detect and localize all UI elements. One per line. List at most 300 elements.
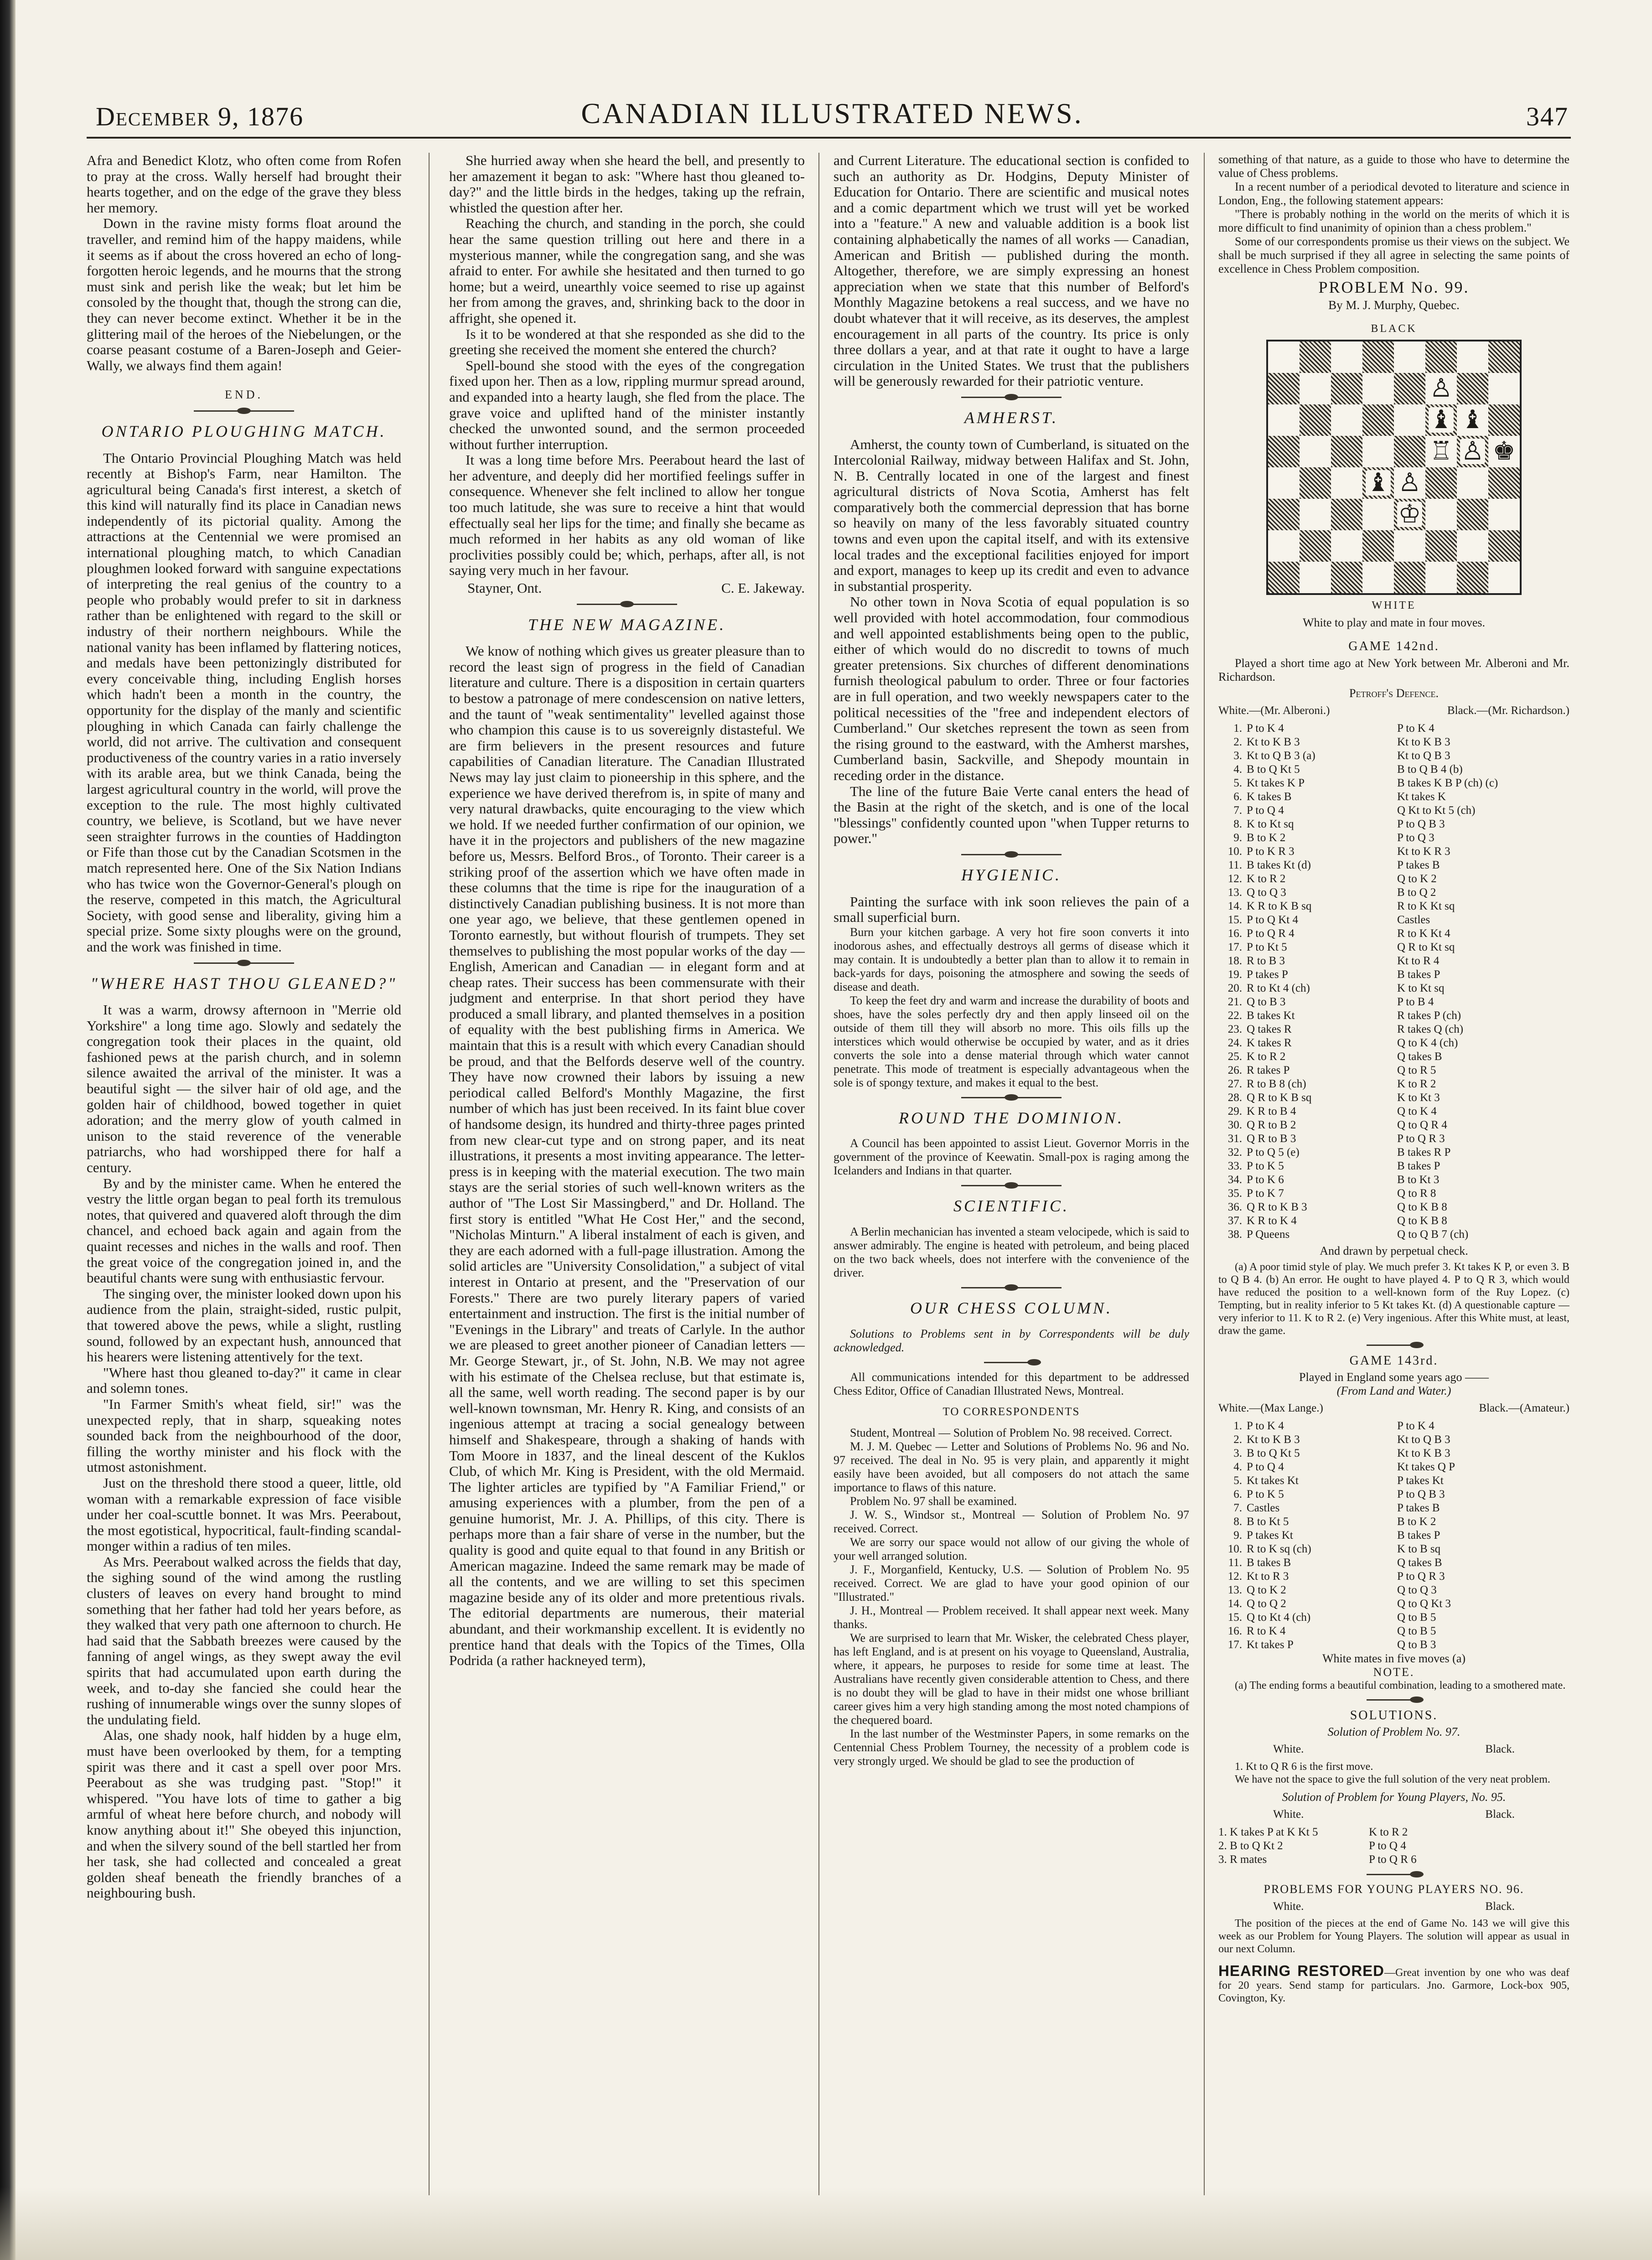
white-move: B takes B	[1247, 1556, 1291, 1569]
chess-piece-icon: ♙	[1398, 469, 1421, 497]
move-row	[1218, 913, 1569, 927]
game-143-white-header: White.—(Max Lange.)	[1218, 1402, 1323, 1415]
move-number: 15.	[1227, 1611, 1242, 1624]
board-square	[1425, 530, 1457, 562]
white-move: B takes Kt (d)	[1247, 858, 1311, 871]
board-square	[1362, 341, 1394, 373]
black-move: B takes K B P (ch) (c)	[1397, 776, 1498, 789]
solution-97-title: Solution of Problem No. 97.	[1327, 1725, 1460, 1739]
move-row	[1218, 763, 1569, 776]
move-number: 33.	[1227, 1159, 1242, 1172]
move-number: 28.	[1227, 1091, 1242, 1104]
board-caption: White to play and mate in four moves.	[1302, 616, 1485, 630]
gleaned-paragraph: As Mrs. Peerabout walked across the fields that day, the sighing sound of the wind among the rustling clusters of leaves on every hand brought to mind something that her father had told her years before, as they walked that very path one afternoon to church. He had said that the Sabbath breezes were caused by the fanning of angel wings, as they swept away the evil spirits that had accumulated upon earth during the week, and to-day she fancied she could hear the rushing of innumerable wings over the sunny slopes of the undulating field.	[87, 1553, 401, 1727]
move-number: 17.	[1227, 941, 1242, 953]
board-square	[1331, 562, 1362, 593]
advertisement-headline: HEARING RESTORED	[1218, 1962, 1385, 1980]
white-move: Q takes R	[1247, 1023, 1292, 1035]
white-move: Q to Kt 4 (ch)	[1247, 1611, 1311, 1624]
move-number: 14.	[1227, 1597, 1242, 1610]
move-row	[1218, 790, 1569, 804]
section-separator	[577, 604, 677, 605]
board-square	[1457, 499, 1488, 530]
black-move: Kt to K R 3	[1397, 845, 1450, 858]
black-move: Q to R 8	[1397, 1187, 1436, 1200]
black-move: B to Q 2	[1397, 886, 1436, 899]
white-move: P to Q 4	[1247, 804, 1284, 817]
section-separator	[961, 1185, 1062, 1186]
chess-piece-icon: ♝	[1429, 406, 1453, 434]
chess-diagram	[1266, 321, 1522, 630]
section-separator	[1367, 1699, 1421, 1701]
move-number: 8.	[1233, 1515, 1242, 1528]
gleaned-paragraph: By and by the minister came. When he entered the vestry the little organ began to peal forth its tremulous notes, that quivered and quavered aloft through the dim chancel, and echoed back again and again from the quaint recesses and niches in the walls and roof. Then the great voice of the congregation joined in, and the beautiful chants were sung with enthusiastic fervour.	[87, 1175, 401, 1286]
black-move: Q to Q 3	[1397, 1583, 1437, 1596]
header-page-number: 347	[1526, 102, 1569, 131]
white-move: P to Q 5 (e)	[1247, 1146, 1300, 1158]
move-row	[1218, 1583, 1569, 1597]
move-number: 12.	[1227, 872, 1242, 885]
header-date: December 9, 1876	[96, 102, 304, 131]
white-move: R takes P	[1247, 1064, 1290, 1076]
board-square	[1268, 341, 1300, 373]
black-move: P to Q R 3	[1397, 1570, 1445, 1583]
board-square	[1394, 373, 1425, 404]
move-row	[1218, 1556, 1569, 1570]
white-move: Kt takes Kt	[1247, 1474, 1299, 1487]
board-square	[1300, 404, 1331, 436]
game-143-result: White mates in five moves (a)	[1322, 1651, 1466, 1665]
white-move: P takes P	[1247, 968, 1288, 981]
hygienic-paragraph: Painting the surface with ink soon relieves the pain of a small superficial burn.	[834, 893, 1189, 926]
board-square	[1425, 341, 1457, 373]
board-square	[1331, 373, 1362, 404]
white-move: K takes B	[1247, 790, 1292, 803]
white-move: Kt takes K P	[1247, 776, 1305, 789]
dominion-paragraph: A Council has been appointed to assist Lieut. Governor Morris in the government of the province of Keewatin. Small-pox is raging among the Icelanders and Indians in that quarter.	[834, 1137, 1189, 1178]
white-move: 2. B to Q Kt 2	[1218, 1839, 1283, 1852]
black-move: K to R 2	[1397, 1077, 1436, 1090]
white-move: Q to Q 2	[1247, 1597, 1286, 1610]
gleaned-paragraph: "Where hast thou gleaned to-day?" it came in clear and solemn tones.	[87, 1364, 401, 1396]
column-2	[449, 153, 805, 2204]
white-move: R to K 4	[1247, 1624, 1286, 1637]
story-end-paragraph: Afra and Benedict Klotz, who often come from Rofen to pray at the cross. Wally herself had brought their hearts together, and on the edge of the grave they bless her memory.	[87, 153, 401, 216]
amherst-heading: AMHERST.	[964, 408, 1059, 427]
move-row	[1218, 982, 1569, 995]
white-move: Kt to R 3	[1247, 1570, 1289, 1583]
board-square	[1362, 499, 1394, 530]
move-number: 11.	[1228, 1556, 1242, 1569]
move-row	[1218, 1542, 1569, 1556]
game-142-notes: (a) A poor timid style of play. We much prefer 3. Kt takes K P, or even 3. B to Q B 4. (b) An error. He ought to have played 4. P to Q R 3, which would have reduced the position to a well-known form of the Ruy Lopez. (c) Tempting, but in reality inferior to 5 Kt takes Kt. (d) A questionable capture — very inferior to 11. K to R 2. (e) Very ingenious. After this White must, at least, draw the game.	[1218, 1261, 1569, 1337]
game-143-moves	[1218, 1419, 1569, 1652]
correspondent-entry: Problem No. 97 shall be examined.	[850, 1495, 1017, 1508]
move-row	[1218, 941, 1569, 954]
board-square	[1425, 467, 1457, 499]
section-separator	[961, 1287, 1062, 1288]
black-move: Q to Q Kt 3	[1397, 1597, 1451, 1610]
move-row	[1218, 776, 1569, 790]
white-move: Q R to K B sq	[1247, 1091, 1312, 1104]
hygienic-heading: HYGIENIC.	[961, 865, 1062, 884]
white-move: Q R to B 3	[1247, 1132, 1296, 1145]
gleaned-paragraph: She hurried away when she heard the bell, and presently to her amazement it began to ask: "Where hast thou gleaned to-day?" and the little birds in the hedges, taking up the refrain, whistled the question after her.	[449, 153, 805, 216]
column-rule	[818, 153, 819, 2195]
correspondent-entry: J. W. S., Windsor st., Montreal — Solution of Problem No. 97 received. Correct.	[834, 1508, 1189, 1536]
black-move: Kt takes Q P	[1397, 1460, 1455, 1473]
signature-name: C. E. Jakeway.	[721, 580, 805, 596]
white-label: White.	[1273, 1900, 1304, 1913]
move-row	[1218, 1118, 1569, 1132]
move-number: 8.	[1233, 817, 1242, 830]
game-143-source: (From Land and Water.)	[1336, 1384, 1451, 1398]
scientific-heading: SCIENTIFIC.	[953, 1197, 1069, 1215]
chess-piece-icon: ♝	[1367, 469, 1390, 497]
move-row	[1218, 749, 1569, 763]
black-label: Black.	[1485, 1900, 1515, 1913]
move-row	[1218, 1159, 1569, 1173]
black-move: P to Q B 3	[1397, 817, 1445, 830]
white-move: Q R to B 2	[1247, 1118, 1296, 1131]
chess-piece-icon: ♚	[1492, 437, 1516, 466]
gleaned-paragraph: Alas, one shady nook, half hidden by a huge elm, must have been overlooked by them, for a tempting spirit was there and it cast a spell over poor Mrs. Peerabout as she was trudging past. "Stop!" it whispered. "You have lots of time to gather a big armful of wheat here before church, and nobody will know anything about it!" She obeyed this injunction, and when the silvery sound of the bell startled her from her task, she had collected and concealed a great golden sheaf beneath the friendly branches of a neighbouring bush.	[87, 1727, 401, 1901]
black-move: Q to K B 8	[1397, 1200, 1447, 1213]
move-number: 36.	[1227, 1200, 1242, 1213]
move-number: 23.	[1227, 1023, 1242, 1035]
move-row	[1218, 1826, 1569, 1839]
chess-piece-icon: ♝	[1461, 406, 1484, 434]
magazine-article: We know of nothing which gives us greater pleasure than to record the least sign of progress in the field of Canadian literature and culture. There is a disposition in certain quarters to bestow a patronage of mere condescension on native letters, and the taunt of "weak sentimentality" levelled against those who champion this cause is to us sovereignly distasteful. We are firm believers in the present resources and future capabilities of Canadian literature. The Canadian Illustrated News may lay just claim to pioneership in this sphere, and the experience we have derived therefrom is, in spite of many and very natural drawbacks, quite encouraging to the view which we hold. If we needed further confirmation of our opinion, we have it in the projectors and publishers of the new magazine before us, Messrs. Belford Bros., of Toronto. Their career is a striking proof of the assertion which we have often made in these columns that the time is ripe for the inauguration of a distinctively Canadian publishing business. It is not more than one year ago, we believe, that these gentlemen opened in Toronto earnestly, but without flourish of trumpets. They set themselves to publishing the most popular works of the day — English, American and Canadian — in elegant form and at cheap rates. Their success has been commensurate with their judgment and enterprise. In that short period they have produced a small library, and planted themselves in a position of equality with the best publishing firms in America. We maintain that this is a result with which every Canadian should be proud, and that the Belfords deserve well of the country. They have now crowned their labors by issuing a new periodical called Belford's Monthly Magazine, the first number of which has just been received. In its faint blue cover of handsome design, its hundred and thirty-three pages printed from new clear-cut type and on strong paper, and its neat illustrations, it presents a most inviting appearance. The letter-press is in keeping with the material execution. The two main stays are the serial stories of such well-known writers as the author of "The Lost Sir Massingberd," and Dr. Holland. The first story is entitled "What He Cost Her," and the second, "Nicholas Minturn." A liberal instalment of each is given, and they are each adorned with a full-page illustration. Among the solid articles are "University Consolidation," a subject of vital interest in Ontario at present, and the "Preservation of our Forests." There are two purely literary papers of varied entertainment and instruction. The first is the initial number of "Evenings in the Library" and treats of Carlyle. In the author we are pleased to greet another pioneer of Canadian letters — Mr. George Stewart, jr., of St. John, N.B. We may not agree with his estimate of the Chelsea recluse, but that estimate is, all the same, well worth reading. The second paper is by our well-known townsman, Mr. Henry R. King, and consists of an ingenious attempt at tracing a social genealogy between himself and Shakespeare, through a shaking of hands with Tom Moore in 1837, and the lineal descent of the Kuklos Club, of which Mr. King is President, with the old Mermaid. The lighter articles are typified by "A Familiar Friend," or amusing experiences with a plumber, from the pen of a genuine humorist, Mr. J. A. Phillips, of this city. There is perhaps more than a fair share of verse in the number, but the quality is good and quite equal to that found in any British or American magazine. Indeed the same remark may be made of all the contents, and we are willing to set this specimen magazine beside any of its older and more pretentious rivals. The editorial departments are numerous, their material abundant, and their workmanship excellent. It is evidently no prentice hand that deals with the Topics of the Times, Olla Podrida (a rather hackneyed term),	[449, 643, 805, 1669]
board-square	[1457, 373, 1488, 404]
page-binding-edge	[0, 0, 16, 2260]
move-number: 18.	[1227, 954, 1242, 967]
white-move: K R to B 4	[1247, 1105, 1296, 1117]
white-move: R to B 8 (ch)	[1247, 1077, 1306, 1090]
column-1	[87, 153, 401, 2204]
board-square	[1488, 467, 1520, 499]
move-number: 14.	[1227, 900, 1242, 912]
black-move: Kt to K B 3	[1397, 735, 1450, 748]
ploughing-heading: ONTARIO PLOUGHING MATCH.	[101, 422, 387, 440]
move-number: 7.	[1233, 804, 1242, 817]
move-number: 10.	[1227, 845, 1242, 858]
board-square	[1331, 530, 1362, 562]
gleaned-heading: "WHERE HAST THOU GLEANED?"	[90, 974, 398, 993]
white-move: Q R to K B 3	[1247, 1200, 1307, 1213]
solution-97-columns	[1218, 1742, 1569, 1758]
gleaned-paragraph: It was a long time before Mrs. Peerabout heard the last of her adventure, and deeply did her mortified feelings suffer in consequence. Whenever she felt inclined to allow her tongue too much latitude, she was sure to receive a hint that would effectually seal her lips for the time; and finally she became as much reformed in her habits as any old woman of like proclivities possibly could be; which, perhaps, after all, is not saying very much in her favour.	[449, 452, 805, 579]
black-move: K to B sq	[1397, 1542, 1441, 1555]
black-move: P to K 4	[1397, 1419, 1434, 1432]
chess-piece-icon: ♙	[1461, 437, 1484, 466]
move-number: 13.	[1227, 886, 1242, 899]
white-move: P to Q R 4	[1247, 927, 1295, 940]
chess-communications-note: All communications intended for this department to be addressed Chess Editor, Office of Canadian Illustrated News, Montreal.	[834, 1370, 1189, 1397]
game-142-title: GAME 142nd.	[1348, 639, 1440, 654]
board-square	[1300, 436, 1331, 467]
move-row	[1218, 1064, 1569, 1077]
black-move: Q to B 5	[1397, 1611, 1436, 1624]
move-row	[1218, 1624, 1569, 1638]
white-move: R to Kt 4 (ch)	[1247, 982, 1310, 994]
black-move: Q to Q R 4	[1397, 1118, 1447, 1131]
young-players-title: PROBLEMS FOR YOUNG PLAYERS NO. 96.	[1264, 1882, 1524, 1896]
hygienic-paragraph: To keep the feet dry and warm and increase the durability of boots and shoes, have the soles perfectly dry and then apply linseed oil on the outside of them till they will absorb no more. This oils fills up the interstices which would otherwise be occupied by water, and as it dries converts the sole into a dense material through which water cannot penetrate. This mode of treatment is especially advantageous when the sole is of spongy texture, and makes it equal to the best.	[834, 993, 1189, 1089]
move-row	[1218, 1447, 1569, 1460]
game-143-note-title: NOTE.	[1373, 1665, 1415, 1679]
move-number: 4.	[1233, 763, 1242, 776]
move-number: 16.	[1227, 1624, 1242, 1637]
black-move: B takes R P	[1397, 1146, 1451, 1158]
white-move: R to K sq (ch)	[1247, 1542, 1311, 1555]
column-4	[1218, 153, 1569, 2204]
section-separator	[961, 1097, 1062, 1098]
correspondent-entry: M. J. M. Quebec — Letter and Solutions of Problems No. 96 and No. 97 received. The deal in No. 95 is very plain, and apparently it might easily have been avoided, but all composers do not attach the same importance to flaws of this nature.	[834, 1440, 1189, 1495]
page-header	[96, 97, 1569, 133]
column-rule	[1204, 153, 1205, 2195]
board-square	[1268, 404, 1300, 436]
white-move: B to K 2	[1247, 831, 1286, 844]
correspondent-entry: J. F., Morganfield, Kentucky, U.S. — Solution of Problem No. 95 received. Correct. We are glad to have your good opinion of our "Illustrated."	[834, 1563, 1189, 1604]
white-move: B to Q Kt 5	[1247, 1447, 1300, 1459]
board-square	[1300, 499, 1331, 530]
white-move: K to Kt sq	[1247, 817, 1294, 830]
move-number: 3.	[1233, 1447, 1242, 1459]
amherst-paragraph: Amherst, the county town of Cumberland, is situated on the Intercolonial Railway, midway between Halifax and St. John, N. B. Centrally located in one of the largest and finest agricultural districts of Nova Scotia, Amherst has felt comparatively both the commercial depression that has borne so heavily on many of the less favorably situated country towns and even upon the capital itself, and with its extensive local trades and the exceptional facilities enjoyed for import and export, manages to keep up its credit and even to advance in substantial prosperity.	[834, 436, 1189, 594]
board-square	[1425, 499, 1457, 530]
hearing-advertisement	[1218, 1962, 1569, 2005]
chess-solutions-note: Solutions to Problems sent in by Correspondents will be duly acknowledged.	[834, 1327, 1189, 1354]
board-square	[1488, 404, 1520, 436]
board-square	[1331, 404, 1362, 436]
chess-intro: "There is probably nothing in the world on the merits of which it is more difficult to find unanimity of opinion than a chess problem."	[1218, 207, 1569, 234]
move-number: 37.	[1227, 1214, 1242, 1227]
move-row	[1218, 722, 1569, 735]
move-number: 1.	[1233, 1419, 1242, 1432]
move-number: 5.	[1233, 776, 1242, 789]
move-row	[1218, 1638, 1569, 1652]
move-number: 27.	[1227, 1077, 1242, 1090]
chess-intro: In a recent number of a periodical devoted to literature and science in London, Eng., the following statement appears:	[1218, 180, 1569, 207]
black-move: Castles	[1397, 913, 1430, 926]
white-move: B to Q Kt 5	[1247, 763, 1300, 776]
white-move: Castles	[1247, 1501, 1280, 1514]
black-move: P takes B	[1397, 1501, 1440, 1514]
white-move: P to K 7	[1247, 1187, 1284, 1200]
move-number: 7.	[1233, 1501, 1242, 1514]
section-separator	[984, 1362, 1039, 1363]
magazine-article-continued: and Current Literature. The educational section is confided to such an authority as Dr. Hodgins, Deputy Minister of Education for Ontario. There are scientific and musical notes and a comic department which we trust will yet be worked into a "feature." A new and valuable addition is a book list containing alphabetically the names of all works — Canadian, American and British — published during the month. Altogether, therefore, we are simply expressing an honest appreciation when we state that this number of Belford's Monthly Magazine betokens a real success, and we have no doubt whatever that it will receive, as its deserves, the amplest encouragement in all parts of the country. Its price is only three dollars a year, and at that rate it ought to have a large circulation in the United States. We trust that the publishers will be generously rewarded for their patriotic venture.	[834, 153, 1189, 389]
move-row	[1218, 817, 1569, 831]
board-square	[1394, 530, 1425, 562]
board-square	[1300, 530, 1331, 562]
amherst-paragraph: The line of the future Baie Verte canal enters the head of the Basin at the right of the sketch, and is one of the local "blessings" confidently counted upon "when Tupper returns to power."	[834, 783, 1189, 847]
white-move: K R to K 4	[1247, 1214, 1297, 1227]
story-end-mark: END.	[225, 388, 263, 402]
move-row	[1218, 1050, 1569, 1064]
move-row	[1218, 1460, 1569, 1474]
move-row	[1218, 995, 1569, 1009]
board-square	[1425, 404, 1457, 436]
move-row	[1218, 1488, 1569, 1501]
move-number: 22.	[1227, 1009, 1242, 1022]
solution-95-columns	[1218, 1807, 1569, 1823]
white-label: White.	[1273, 1743, 1304, 1756]
move-number: 12.	[1227, 1570, 1242, 1583]
scientific-paragraph: A Berlin mechanician has invented a steam velocipede, which is said to answer admirably. The engine is heated with petroleum, and being placed on the two back wheels, does not interfere with the convenience of the driver.	[834, 1225, 1189, 1279]
black-move: Q takes B	[1397, 1556, 1442, 1569]
white-move: Q to K 2	[1247, 1583, 1286, 1596]
game-142-white-header: White.—(Mr. Alberoni.)	[1218, 704, 1330, 717]
board-black-label: BLACK	[1371, 323, 1417, 335]
black-move: P to Q 4	[1369, 1839, 1406, 1852]
white-move: B to Kt 5	[1247, 1515, 1289, 1528]
author-signature	[467, 580, 805, 596]
game-142-moves	[1218, 722, 1569, 1241]
hygienic-paragraph: Burn your kitchen garbage. A very hot fire soon converts it into inodorous ashes, and effectually destroys all germs of disease which it may contain. It is undoubtedly a better plan than to allow it to remain in back-yards for days, poisoning the atmosphere and sowing the seeds of disease and death.	[834, 925, 1189, 993]
white-move: Kt to K B 3	[1247, 1433, 1300, 1446]
move-row	[1218, 804, 1569, 817]
move-row	[1218, 1200, 1569, 1214]
board-square	[1268, 467, 1300, 499]
black-move: R takes Q (ch)	[1397, 1023, 1464, 1035]
game-143-note: (a) The ending forms a beautiful combination, leading to a smothered mate.	[1235, 1679, 1566, 1691]
move-row	[1218, 1146, 1569, 1159]
white-move: 3. R mates	[1218, 1853, 1267, 1866]
board-square	[1331, 467, 1362, 499]
move-row	[1218, 1105, 1569, 1118]
board-square	[1394, 341, 1425, 373]
gleaned-paragraph: "In Farmer Smith's wheat field, sir!" was the unexpected reply, that in sharp, squeaking notes sounded back from the neighbourhood of the door, filling the worthy minister and his flock with the utmost astonishment.	[87, 1396, 401, 1475]
chess-piece-icon: ♔	[1398, 500, 1421, 529]
board-square	[1394, 404, 1425, 436]
black-move: Q to B 5	[1397, 1624, 1436, 1637]
board-square	[1457, 530, 1488, 562]
black-move: Q to B 3	[1397, 1638, 1436, 1651]
game-142-opening: Petroff's Defence.	[1349, 686, 1439, 700]
move-row	[1218, 1419, 1569, 1433]
move-number: 9.	[1233, 831, 1242, 844]
chess-intro: Some of our correspondents promise us their views on the subject. We shall be much surprised if they all agree in selecting the same points of excellence in Chess Problem composition.	[1218, 235, 1569, 275]
move-number: 34.	[1227, 1173, 1242, 1186]
section-separator	[961, 397, 1062, 398]
game-143-players	[1218, 1401, 1569, 1417]
black-label: Black.	[1485, 1808, 1515, 1820]
move-row	[1218, 1839, 1569, 1853]
gleaned-paragraph: Reaching the church, and standing in the porch, she could hear the same question trilling out here and there in a mysterious manner, while the congregation sang, and she was afraid to enter. For awhile she hesitated and then turned to go home; but a weird, unearthly voice seemed to rise up against her from among the graves, and, shrinking back to the door in affright, she opened it.	[449, 215, 805, 326]
black-label: Black.	[1485, 1743, 1515, 1756]
solution-97-note: We have not the space to give the full solution of the very neat problem.	[1235, 1773, 1550, 1785]
dominion-heading: ROUND THE DOMINION.	[899, 1108, 1124, 1127]
gleaned-paragraph: The singing over, the minister looked down upon his audience from the plain, straight-sided, rustic pulpit, that towered above the pews, while a slight, rustling sound, followed by an expectant hush, announced that his hearers were listening attentively for the text.	[87, 1285, 401, 1365]
chess-intro: something of that nature, as a guide to those who have to determine the value of Chess problems.	[1218, 153, 1569, 180]
black-move: Q takes B	[1397, 1050, 1442, 1063]
white-move: P to K 4	[1247, 1419, 1284, 1432]
white-move: Q to B 3	[1247, 995, 1286, 1008]
chess-piece-icon: ♙	[1429, 374, 1453, 403]
black-move: B to Q B 4 (b)	[1397, 763, 1463, 776]
move-row	[1218, 968, 1569, 982]
move-row	[1218, 1515, 1569, 1529]
move-number: 31.	[1227, 1132, 1242, 1145]
white-move: R to B 3	[1247, 954, 1285, 967]
black-move: Kt to Q B 3	[1397, 1433, 1450, 1446]
black-move: R takes P (ch)	[1397, 1009, 1461, 1022]
move-number: 15.	[1227, 913, 1242, 926]
black-move: P to Q R 3	[1397, 1132, 1445, 1145]
board-square	[1488, 436, 1520, 467]
black-move: P to B 4	[1397, 995, 1434, 1008]
game-142-black-header: Black.—(Mr. Richardson.)	[1447, 704, 1569, 717]
move-row	[1218, 845, 1569, 858]
correspondent-entry: J. H., Montreal — Problem received. It shall appear next week. Many thanks.	[834, 1604, 1189, 1631]
black-move: P to Q 3	[1397, 831, 1434, 844]
move-row	[1218, 1009, 1569, 1023]
section-separator	[961, 854, 1062, 855]
move-number: 6.	[1233, 790, 1242, 803]
black-move: K to Kt 3	[1397, 1091, 1440, 1104]
move-row	[1218, 1570, 1569, 1583]
game-142-description: Played a short time ago at New York between Mr. Alberoni and Mr. Richardson.	[1218, 656, 1569, 683]
board-square	[1268, 499, 1300, 530]
black-move: K to Kt sq	[1397, 982, 1445, 994]
move-row	[1218, 1132, 1569, 1146]
section-separator	[194, 410, 294, 412]
move-number: 26.	[1227, 1064, 1242, 1076]
board-square	[1362, 562, 1394, 593]
game-142-result: And drawn by perpetual check.	[1320, 1244, 1468, 1257]
board-square	[1488, 499, 1520, 530]
black-move: Kt to K B 3	[1397, 1447, 1450, 1459]
board-square	[1362, 530, 1394, 562]
story-end-paragraph: Down in the ravine misty forms float around the traveller, and remind him of the happy maidens, while it seems as if about the cross hovered an echo of long-forgotten heroic legends, and he mourns that the strong must sink and perish like the weak; but let him be consoled by the thought that, though the strong can die, they can never become extinct. Whether it be in the glittering mail of the heroes of the Niebelungen, or the coarse peasant costume of a Baren-Joseph and Geier-Wally, we always find them again!	[87, 215, 401, 373]
board-square	[1394, 499, 1425, 530]
move-number: 24.	[1227, 1036, 1242, 1049]
black-move: Q to Q B 7 (ch)	[1397, 1228, 1469, 1241]
amherst-paragraph: No other town in Nova Scotia of equal population is so well provided with hotel accommodation, four commodious and well appointed establishments being open to the public, either of which would do no discredit to towns of much greater pretensions. Six churches of different denominations furnish theological pabulum to order. Three or four factories are in full operation, and two weekly newspapers cater to the political necessities of the "free and independent electors of Cumberland." Our sketches represent the town as seen from the rising ground to the eastward, with the Amherst marshes, Cumberland basin, Sackville, and Shepody mountain in receding order in the distance.	[834, 594, 1189, 783]
board-square	[1300, 341, 1331, 373]
move-row	[1218, 900, 1569, 913]
board-square	[1362, 436, 1394, 467]
move-number: 5.	[1233, 1474, 1242, 1487]
move-row	[1218, 1173, 1569, 1187]
black-move: Q R to Kt sq	[1397, 941, 1455, 953]
young-players-columns	[1218, 1899, 1569, 1915]
white-move: P to K 4	[1247, 722, 1284, 734]
white-move: P to K 6	[1247, 1173, 1284, 1186]
board-square	[1362, 373, 1394, 404]
white-move: P to K R 3	[1247, 845, 1295, 858]
white-label: White.	[1273, 1808, 1304, 1820]
black-move: Q to K 2	[1397, 872, 1437, 885]
board-square	[1268, 436, 1300, 467]
move-number: 11.	[1228, 858, 1242, 871]
advertisement-text: —Great invention by one who was deaf for 20 years. Send stamp for particulars. Jno. Garmore, Lock-box 905, Covington, Ky.	[1218, 1967, 1569, 2005]
black-move: B takes P	[1397, 1529, 1440, 1541]
move-number: 6.	[1233, 1488, 1242, 1500]
white-move: P to Q 4	[1247, 1460, 1284, 1473]
black-move: Q to R 5	[1397, 1064, 1436, 1076]
move-number: 1.	[1233, 722, 1242, 734]
signature-place: Stayner, Ont.	[467, 580, 542, 596]
move-row	[1218, 735, 1569, 749]
move-number: 10.	[1227, 1542, 1242, 1555]
black-move: B takes P	[1397, 1159, 1440, 1172]
board-square	[1488, 373, 1520, 404]
black-move: B takes P	[1397, 968, 1440, 981]
chess-piece-icon: ♖	[1429, 437, 1453, 466]
